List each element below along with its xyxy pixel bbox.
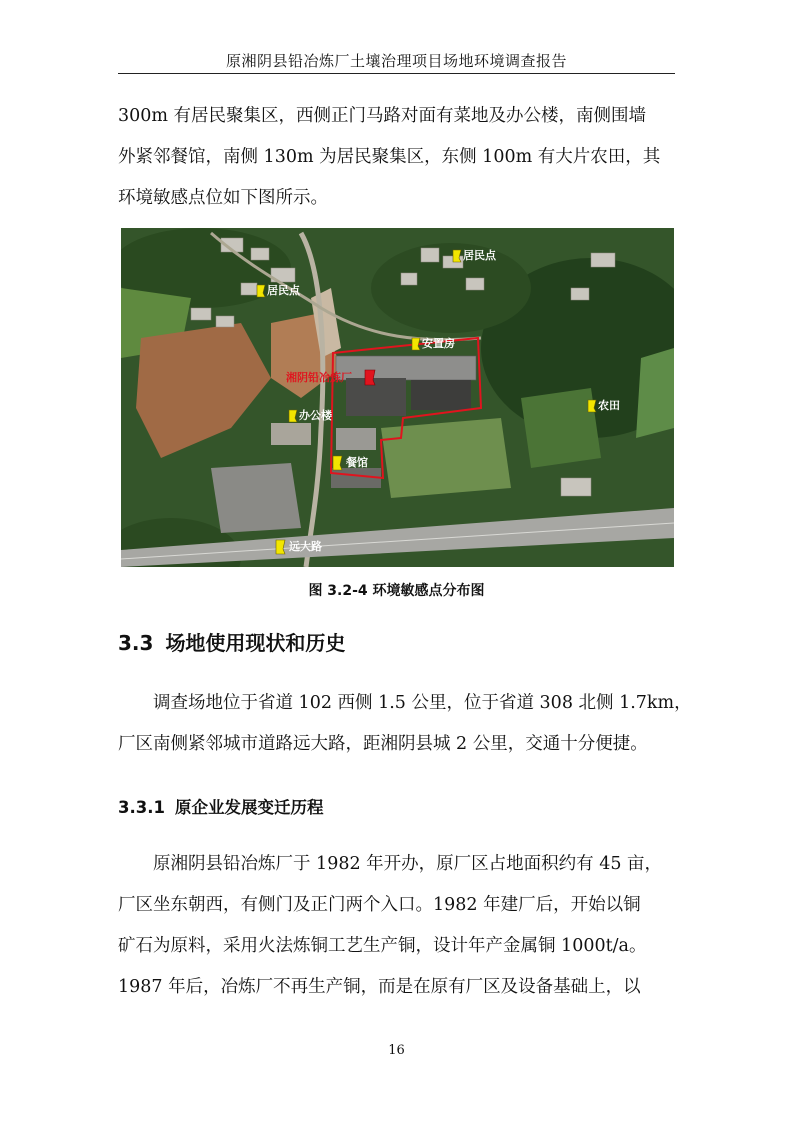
smelter-pin-icon [365, 370, 375, 385]
running-header: 原湘阴县铅冶炼厂土壤治理项目场地环境调查报告 [225, 52, 567, 70]
pin-residents-ne [453, 248, 497, 262]
figure-caption: 图 3.2-4 环境敏感点分布图 [308, 583, 485, 599]
paragraph-site-location [118, 683, 692, 765]
pin-residents-nw [257, 283, 301, 297]
section-title: 场地使用现状和历史 [165, 631, 346, 655]
label-road: 远大路 [289, 540, 322, 553]
paragraph-sensitive-points [118, 96, 675, 219]
label-office: 办公楼 [299, 409, 332, 422]
pin-restaurant [333, 455, 368, 470]
gravel-yard [211, 463, 301, 533]
label-smelter: 湘阴铅冶炼厂 [286, 371, 352, 384]
field [381, 418, 511, 498]
text-line: 厂区坐东朝西，有侧门及正门两个入口。1982 年建厂后，开始以铜 [118, 895, 641, 915]
page-number: 16 [388, 1043, 405, 1058]
label-farmland: 农田 [598, 399, 620, 412]
text-line: 环境敏感点位如下图所示。 [118, 188, 328, 208]
label-residents-nw: 居民点 [267, 284, 300, 297]
text-line: 外紧邻餐馆，南侧 130m 为居民聚集区，东侧 100m 有大片农田，其 [118, 147, 661, 167]
field [636, 348, 674, 438]
label-resettlement: 安置房 [422, 337, 455, 350]
pin-resettlement [412, 336, 455, 350]
pin-farmland [588, 398, 620, 412]
text-line: 1987 年后，冶炼厂不再生产铜，而是在原有厂区及设备基础上，以 [118, 977, 641, 997]
paragraph-history [118, 844, 675, 1008]
subsection-number: 3.3.1 [118, 798, 165, 817]
header-divider [118, 73, 675, 74]
satellite-map-figure [121, 228, 674, 567]
text-line: 原湘阴县铅冶炼厂于 1982 年开办，原厂区占地面积约有 45 亩， [153, 854, 663, 874]
pin-road [276, 539, 322, 554]
text-line: 矿石为原料，采用火法炼铜工艺生产铜，设计年产金属铜 1000t/a。 [118, 936, 647, 956]
text-line: 调查场地位于省道 102 西侧 1.5 公里，位于省道 308 北侧 1.7km， [153, 693, 692, 713]
label-restaurant: 餐馆 [346, 456, 368, 469]
label-residents-ne: 居民点 [463, 249, 496, 262]
subsection-heading [118, 794, 323, 818]
subsection-title: 原企业发展变迁历程 [174, 798, 324, 817]
text-line: 厂区南侧紧邻城市道路远大路，距湘阴县城 2 公里，交通十分便捷。 [118, 734, 648, 754]
section-number: 3.3 [118, 631, 154, 655]
pin-office [289, 408, 333, 422]
text-line: 300m 有居民聚集区，西侧正门马路对面有菜地及办公楼，南侧围墙 [118, 106, 647, 126]
section-heading [118, 627, 345, 656]
